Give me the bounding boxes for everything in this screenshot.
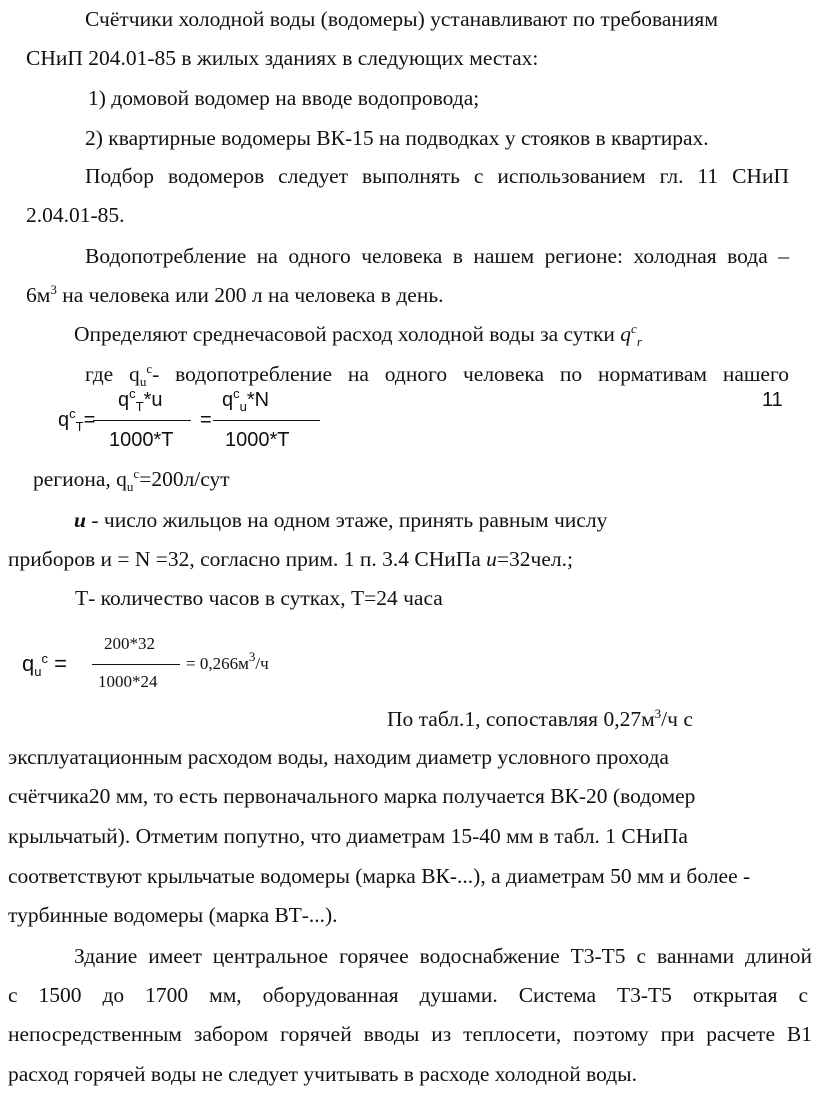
superscript: 3: [50, 282, 57, 297]
variable-u: u: [74, 508, 86, 532]
paragraph-10-line-6: турбинные водомеры (марка ВТ-...).: [8, 903, 338, 927]
text-run: *u: [143, 389, 163, 411]
text-run: =32чел.;: [496, 547, 573, 571]
formula-1-lhs: [58, 406, 95, 434]
text-run: - число жильцов на одном этаже, принять равным числу: [85, 508, 608, 532]
paragraph-11-line-4: расход горячей воды не следует учитывать в расходе холодной воды.: [8, 1062, 637, 1086]
formula-1-numerator-2: [222, 386, 269, 414]
paragraph-10-line-5: соответствуют крыльчатые водомеры (марка ВК-...), а диаметрам 50 мм и более -: [8, 864, 751, 888]
variable-u: u: [486, 547, 497, 571]
text-run: По табл.1, сопоставляя 0,27м: [387, 707, 655, 731]
q-symbol: q: [620, 322, 632, 346]
fraction-line-2: [213, 420, 320, 421]
paragraph-10-line-2: эксплуатационным расходом воды, находим диаметр условного прохода: [8, 745, 669, 769]
paragraph-3-line-1: Водопотребление на одного человека в нашем регионе: холодная вода –: [85, 244, 789, 268]
formula-2-numerator: 200*32: [104, 634, 155, 653]
subscript: u: [139, 374, 147, 389]
text-run: =: [83, 409, 96, 431]
formula-2-denominator: 1000*24: [98, 672, 158, 691]
paragraph-10-line-3: счётчика20 мм, то есть первоначального марка получается ВК-20 (водомер: [8, 784, 696, 808]
paragraph-2-line-1: Подбор водомеров следует выполнять с использованием гл. 11 СНиП: [85, 164, 789, 188]
paragraph-11-line-1: Здание имеет центральное горячее водоснабжение Т3-Т5 с ваннами длиной: [74, 944, 812, 968]
subscript: u: [239, 399, 247, 414]
subscript: u: [126, 479, 134, 494]
paragraph-1-line-1: Счётчики холодной воды (водомеры) устанавливают по требованиям: [85, 7, 718, 31]
subscript: T: [135, 399, 144, 414]
text-run: *N: [246, 389, 270, 411]
superscript: c: [41, 651, 48, 666]
paragraph-1-line-2: СНиП 204.01-85 в жилых зданиях в следующих местах:: [26, 46, 539, 70]
superscript: 3: [654, 706, 662, 721]
paragraph-10-line-1: [387, 705, 693, 733]
equation-number: 11: [762, 389, 783, 411]
paragraph-2-line-2: 2.04.01-85.: [26, 203, 125, 227]
paragraph-6: [33, 465, 230, 493]
text-run: q: [118, 389, 130, 411]
list-item-2: 2) квартирные водомеры ВК-15 на подводках у стояков в квартирах.: [85, 126, 709, 150]
superscript: c: [129, 386, 136, 401]
text-run: q: [222, 389, 234, 411]
formula-2-result: [186, 650, 269, 678]
text-run: - водопотребление на одного человека по нормативам нашего: [152, 362, 789, 386]
text-run: = 0,266м: [186, 654, 249, 673]
text-run: /ч: [255, 654, 269, 673]
paragraph-11-line-2: с 1500 до 1700 мм, оборудованная душами. Система Т3-Т5 открытая с: [8, 983, 808, 1007]
paragraph-7: [74, 506, 607, 534]
paragraph-4: [74, 320, 642, 348]
paragraph-11-line-3: непосредственным забором горячей вводы из теплосети, поэтому при расчете В1: [8, 1022, 812, 1046]
text-run: на человека или 200 л на человека в день.: [56, 283, 444, 307]
text-run: приборов и = N =32, согласно прим. 1 п. 3.4 СНиПа: [8, 547, 487, 571]
formula-1-denominator-1: 1000*T: [109, 429, 174, 451]
formula-1-equals-2: =: [200, 409, 212, 431]
formula-2-lhs: [22, 650, 67, 678]
paragraph-5: [85, 360, 789, 388]
paragraph-10-line-4: крыльчатый). Отметим попутно, что диаметрам 15-40 мм в табл. 1 СНиПа: [8, 824, 688, 848]
text-run: где q: [85, 362, 140, 386]
subscript: u: [34, 664, 42, 679]
text-run: /ч с: [661, 707, 693, 731]
superscript: c: [146, 361, 153, 376]
subscript: r: [636, 334, 642, 349]
paragraph-8: [8, 545, 573, 573]
subscript: T: [75, 419, 84, 434]
text-run: =200л/сут: [139, 467, 230, 491]
text-run: Определяют среднечасовой расход холодной воды за сутки: [74, 322, 621, 346]
text-run: =: [47, 651, 67, 676]
paragraph-9: Т- количество часов в сутках, Т=24 часа: [75, 586, 443, 610]
text-run: региона, q: [33, 467, 127, 491]
superscript: c: [233, 386, 240, 401]
text-run: q: [58, 409, 70, 431]
superscript: c: [69, 406, 76, 421]
text-run: q: [22, 651, 35, 676]
formula-1-numerator-1: [118, 386, 162, 414]
fraction-line-1: [93, 420, 191, 421]
fraction-line-3: [92, 664, 180, 665]
superscript: 3: [248, 649, 256, 664]
superscript: c: [631, 321, 637, 336]
list-item-1: 1) домовой водомер на вводе водопровода;: [88, 86, 480, 110]
formula-1-denominator-2: 1000*T: [225, 429, 290, 451]
text-run: 6м: [26, 283, 51, 307]
paragraph-3-line-2: [26, 281, 444, 309]
superscript: c: [133, 466, 140, 481]
